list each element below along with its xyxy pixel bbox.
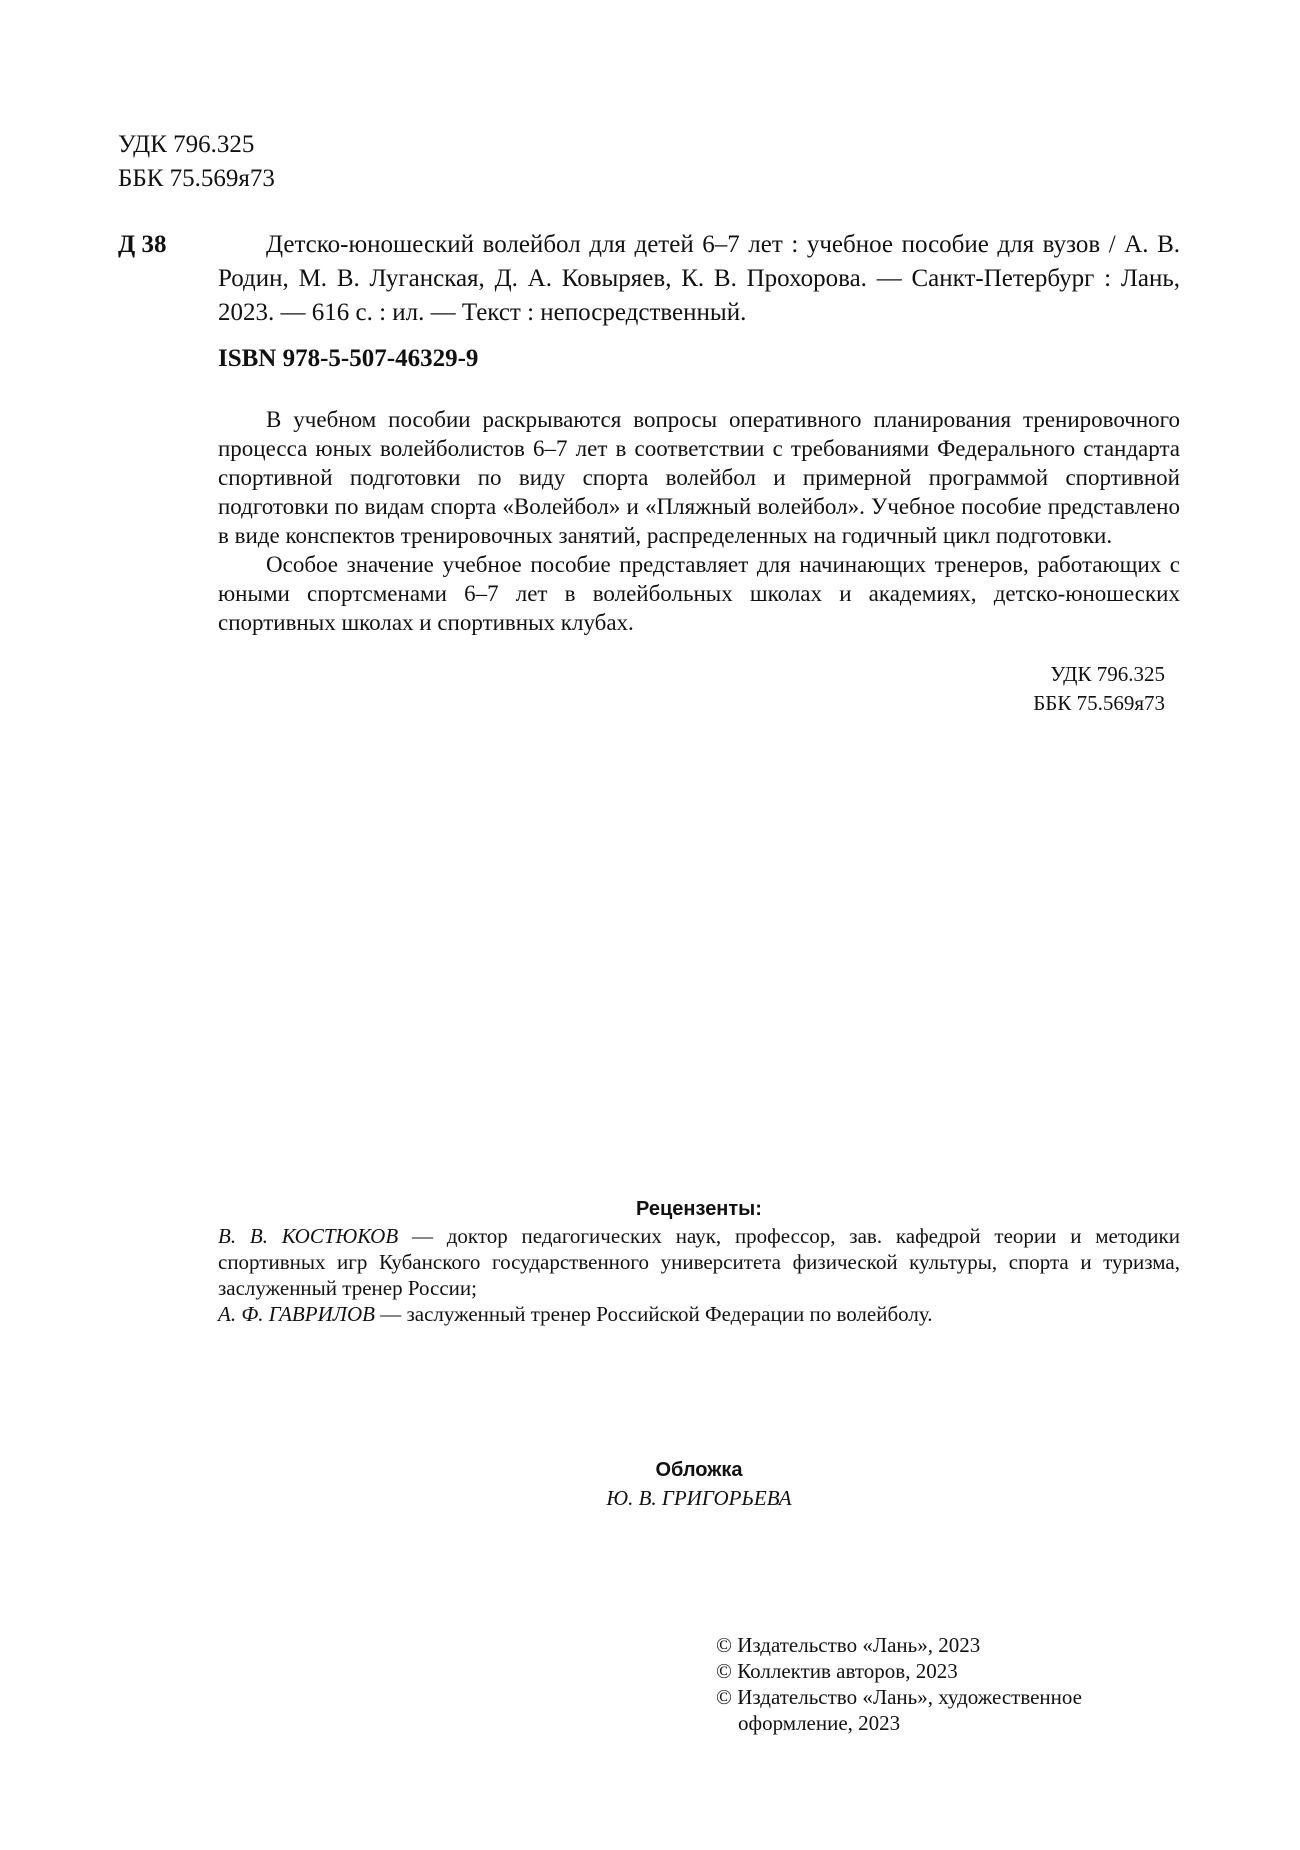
bibliographic-record: Детско-юношеский волейбол для детей 6–7 лет : учебное пособие для вузов / А. В. Родин, М. В. Луганская, Д. А. Ковыряев, К. В. Прохорова. — Санкт-Петербург : Лань, 2023. — 616 с. : ил. — Текст : непосредственный. (218, 231, 1180, 326)
udk-code: УДК 796.325 (1050, 662, 1165, 686)
author-mark: Д 38 (118, 231, 167, 258)
reviewers-section (218, 1195, 1180, 1327)
isbn: ISBN 978-5-507-46329-9 (218, 345, 479, 372)
reviewer-description: — заслуженный тренер Российской Федерации по волейболу. (374, 1302, 933, 1326)
annotation (218, 405, 1180, 637)
copyright-block (716, 1632, 1136, 1736)
bbk-code: ББК 75.569я73 (1033, 691, 1165, 715)
reviewer-description: — доктор педагогических наук, профессор, зав. кафедрой теории и методики спортивных игр Кубанского государственного университета физической культуры, спорта и туризма, заслуженный тренер России; (218, 1224, 1180, 1300)
copyright-line: © Издательство «Лань», художественное (716, 1685, 1082, 1709)
copyright-line: © Коллектив авторов, 2023 (716, 1659, 958, 1683)
reviewer-name: А. Ф. ГАВРИЛОВ (218, 1302, 375, 1326)
reviewer-entry (218, 1301, 1180, 1327)
cover-heading: Обложка (655, 1459, 743, 1481)
copyright-line: © Издательство «Лань», 2023 (716, 1633, 981, 1657)
cover-artist: Ю. В. ГРИГОРЬЕВА (606, 1486, 792, 1510)
annotation-paragraph: В учебном пособии раскрываются вопросы оперативного планирования тренировочного процесса юных волейболистов 6–7 лет в соответствии с требованиями Федерального стандарта спортивной подготовки по виду спорта волейбол и примерной программой спортивной подготовки по видам спорта «Волейбол» и «Пляжный волейбол». Учебное пособие представлено в виде конспектов тренировочных занятий, распределенных на годичный цикл подготовки. (218, 407, 1180, 548)
classification-header (118, 128, 275, 196)
reviewer-entry (218, 1223, 1180, 1301)
copyright-line: оформление, 2023 (738, 1711, 901, 1735)
cover-credit (218, 1456, 1180, 1512)
udk-code: УДК 796.325 (118, 131, 255, 158)
reviewers-heading: Рецензенты: (636, 1198, 762, 1220)
annotation-paragraph: Особое значение учебное пособие представляет для начинающих тренеров, работающих с юными спортсменами 6–7 лет в волейбольных школах и академиях, детско-юношеских спортивных школах и спортивных клубах. (218, 552, 1180, 635)
reviewer-name: В. В. КОСТЮКОВ (218, 1224, 399, 1248)
classification-footer (900, 660, 1165, 718)
bbk-code: ББК 75.569я73 (118, 165, 275, 192)
